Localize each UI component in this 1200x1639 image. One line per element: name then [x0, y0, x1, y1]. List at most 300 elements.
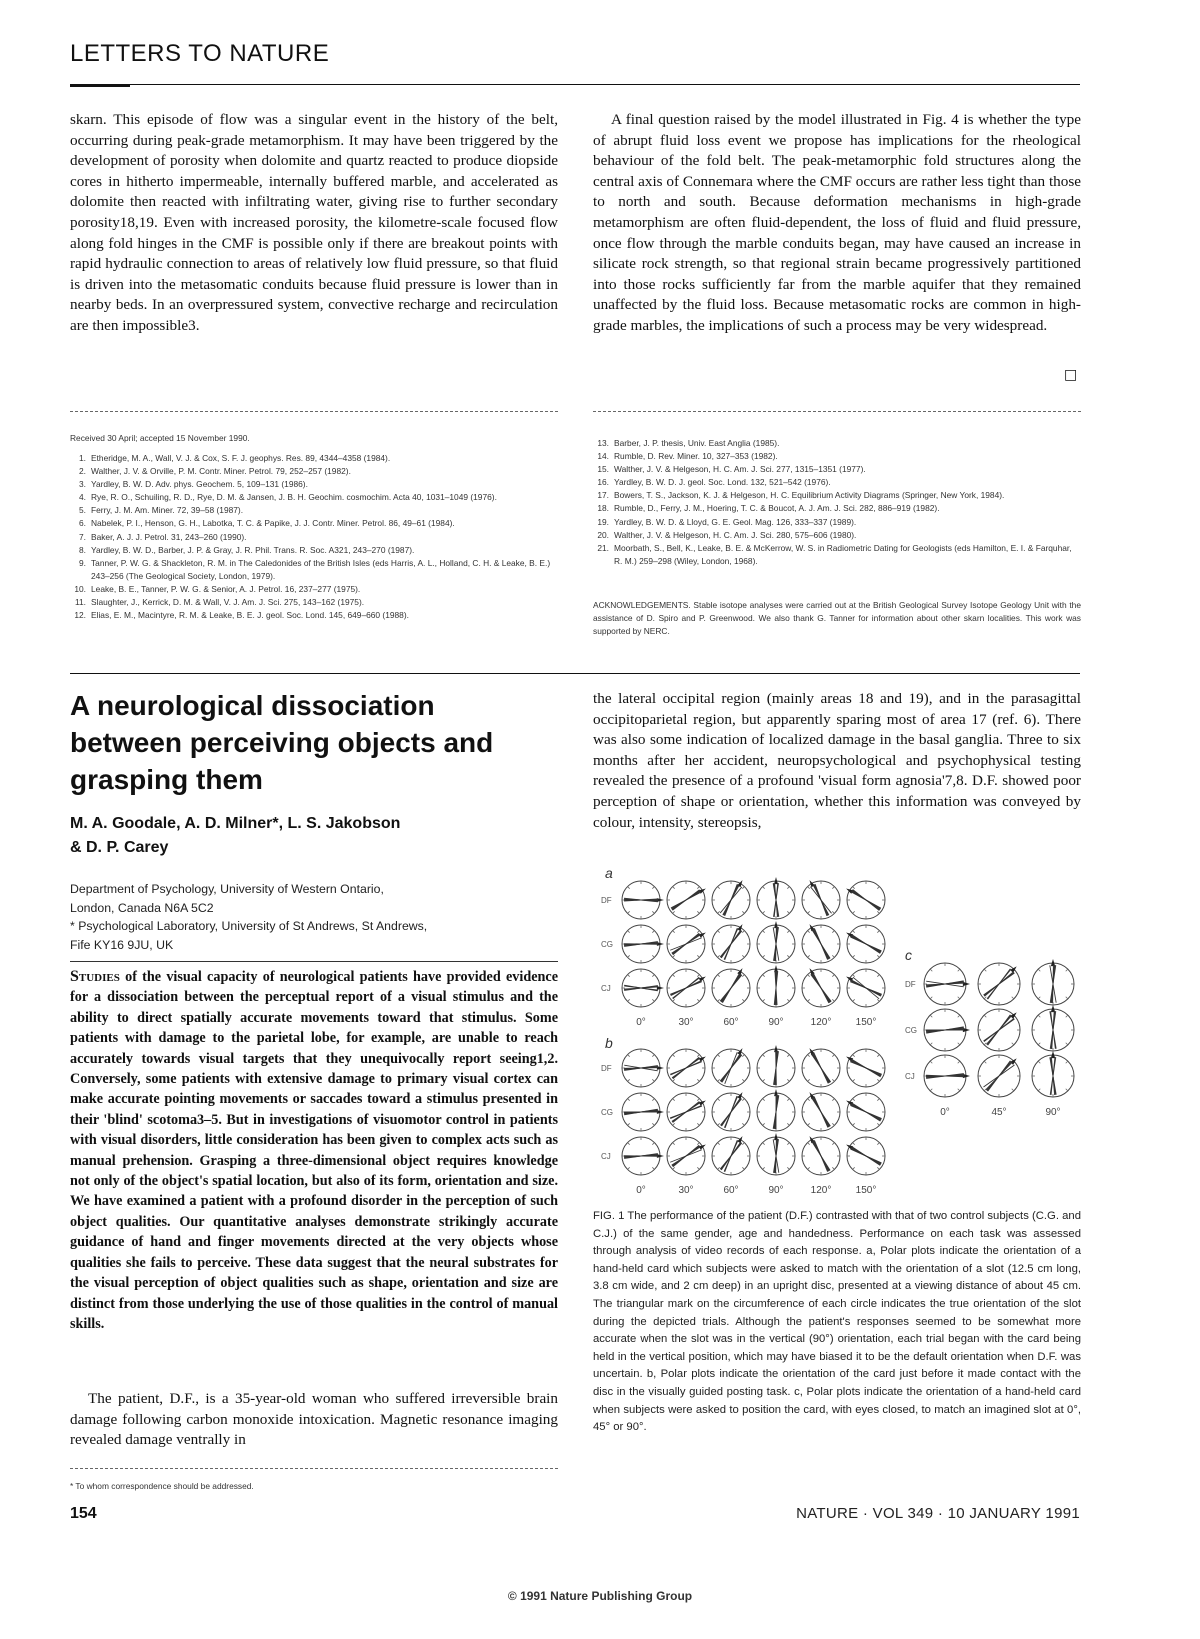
polar-tick	[877, 931, 879, 933]
copyright: © 1991 Nature Publishing Group	[507, 1589, 693, 1603]
reference-number: 4.	[79, 492, 86, 503]
polar-tick	[742, 955, 744, 957]
polar-tick	[853, 887, 855, 889]
row-label: CJ	[601, 1152, 611, 1161]
polar-tick	[628, 931, 630, 933]
polar-tick	[808, 1123, 810, 1125]
polar-tick	[853, 1099, 855, 1101]
paragraph: the lateral occipital region (mainly areas 18 and 19), and in the parasagittal occipitoparietal region, but apparently sparing most of area 17 (ref. 6). There was also some indication of localized damage in the basal ganglia. Three to six months after her accident, neuropsychological and psychophysical testing revealed the presence of a profound 'visual form agnosia'7,8. D.F. showed poor perception of shape or orientation, whether this information was conveyed by colour, intensity, stereopsis,	[593, 690, 1081, 831]
polar-tick	[853, 1167, 855, 1169]
authors-line-1: M. A. Goodale, A. D. Milner*, L. S. Jakobson	[70, 815, 401, 832]
polar-tick	[697, 975, 699, 977]
polar-tick	[763, 1055, 765, 1057]
reference-number: 13.	[597, 438, 609, 448]
polar-tick	[877, 999, 879, 1001]
polar-tick	[673, 887, 675, 889]
reference-text: Walther, J. V. & Orville, P. M. Contr. Miner. Petrol. 79, 252–257 (1982).	[91, 466, 351, 477]
polar-tick	[1012, 1089, 1014, 1091]
reference-number: 12.	[74, 610, 86, 621]
response-line	[723, 973, 740, 1002]
polar-tick	[853, 931, 855, 933]
polar-tick	[958, 969, 960, 971]
polar-tick	[628, 975, 630, 977]
reference-number: 15.	[597, 464, 609, 475]
polar-tick	[787, 887, 789, 889]
polar-tick	[718, 1099, 720, 1101]
polar-tick	[652, 975, 654, 977]
polar-tick	[718, 999, 720, 1001]
polar-tick	[718, 1167, 720, 1169]
tick-label: 90°	[768, 1017, 784, 1028]
journal-citation: NATURE · VOL 349 · 10 JANUARY 1991	[796, 1505, 1080, 1522]
polar-tick	[718, 1055, 720, 1057]
polar-tick	[697, 955, 699, 957]
polar-tick	[697, 931, 699, 933]
tick-label: 0°	[636, 1017, 646, 1028]
panel-label-c: c	[905, 947, 912, 963]
polar-tick	[652, 1079, 654, 1081]
reference-item	[70, 478, 558, 491]
polar-tick	[787, 1123, 789, 1125]
polar-tick	[958, 997, 960, 999]
reference-number: 5.	[79, 505, 86, 516]
polar-tick	[877, 1099, 879, 1101]
row-label: CG	[601, 1108, 613, 1117]
polar-tick	[877, 955, 879, 957]
polar-tick	[853, 1123, 855, 1125]
row-label: CJ	[905, 1072, 915, 1081]
polar-tick	[877, 975, 879, 977]
polar-tick	[718, 1079, 720, 1081]
reference-number: 3.	[79, 479, 86, 490]
polar-tick	[673, 1143, 675, 1145]
tick-label: 60°	[723, 1017, 739, 1028]
response-line	[670, 1061, 701, 1075]
reference-number: 14.	[597, 451, 609, 462]
paragraph: skarn. This episode of flow was a singular event in the history of the belt, occurring during peak-grade metamorphism. It may have been triggered by the development of porosity when dolomite and quartz reacted to produce diopside cores in hitherto impermeable, internally buffered marble, and accelerated as dolomite then reacted with infiltrating water, giving rise to further secondary porosity18,19. Even with increased porosity, the kilometre-scale focused flow along fold hinges in the CMF is possible only if there are breakout points with rapid hydraulic connection to areas of relatively low fluid pressure, so that fluid is driven into the metasomatic conduits because fluid pressure is lower than in nearby beds. In an overpressured system, convective recharge and recirculation are then impossible3.	[70, 111, 558, 334]
body-text-left	[70, 1389, 558, 1451]
affiliation-line: London, Canada N6A 5C2	[70, 900, 214, 915]
paragraph: The patient, D.F., is a 35-year-old woman who suffered irreversible brain damage following carbon monoxide intoxication. Magnetic resonance imaging revealed damage ventrally in	[70, 1390, 558, 1449]
polar-tick	[718, 975, 720, 977]
row-label: CJ	[601, 984, 611, 993]
polar-tick	[832, 999, 834, 1001]
polar-tick	[673, 1123, 675, 1125]
polar-tick	[1038, 997, 1040, 999]
polar-tick	[808, 1099, 810, 1101]
polar-tick	[787, 911, 789, 913]
polar-tick	[742, 975, 744, 977]
polar-tick	[1038, 1043, 1040, 1045]
response-line	[721, 930, 740, 958]
polar-tick	[742, 1167, 744, 1169]
reference-number: 8.	[79, 544, 86, 555]
polar-tick	[763, 1143, 765, 1145]
response-line	[721, 1142, 740, 1170]
polar-tick	[787, 1167, 789, 1169]
polar-tick	[877, 911, 879, 913]
tick-label: 30°	[678, 1017, 694, 1028]
polar-tick	[832, 1123, 834, 1125]
response-line	[671, 980, 701, 995]
polar-tick	[628, 887, 630, 889]
polar-tick	[673, 911, 675, 913]
panel-label-a: a	[605, 865, 613, 881]
polar-tick	[1066, 1043, 1068, 1045]
polar-tick	[832, 1143, 834, 1145]
response-line	[1052, 1011, 1054, 1049]
reference-text: Rumble, D. Rev. Miner. 10, 327–353 (1982).	[614, 451, 778, 462]
body-text-right	[593, 689, 1081, 833]
polar-tick	[958, 1015, 960, 1017]
polar-tick	[877, 1055, 879, 1057]
polar-tick	[984, 997, 986, 999]
polar-tick	[742, 999, 744, 1001]
polar-tick	[697, 1123, 699, 1125]
polar-tick	[697, 1167, 699, 1169]
affiliation-line: Fife KY16 9JU, UK	[70, 937, 174, 952]
response-line	[720, 887, 742, 913]
polar-tick	[718, 887, 720, 889]
reference-number: 6.	[79, 518, 86, 529]
response-line	[851, 892, 881, 908]
polar-tick	[718, 1143, 720, 1145]
polar-tick	[652, 999, 654, 1001]
polar-tick	[832, 1099, 834, 1101]
tick-label: 120°	[810, 1017, 832, 1028]
polar-tick	[984, 969, 986, 971]
reference-text: Yardley, B. W. D. J. geol. Soc. Lond. 132, 521–542 (1976).	[614, 477, 831, 488]
reference-item	[70, 517, 558, 530]
reference-text: Leake, B. E., Tanner, P. W. G. & Senior, A. J. Petrol. 16, 237–277 (1975).	[91, 583, 361, 594]
end-mark: □	[1064, 367, 1078, 383]
polar-tick	[853, 975, 855, 977]
response-line	[672, 890, 699, 911]
polar-tick	[628, 911, 630, 913]
polar-tick	[652, 1099, 654, 1101]
reference-text: Nabelek, P. I., Henson, G. H., Labotka, T. C. & Papike, J. J. Contr. Miner. Petrol. 86, 49–61 (1984).	[91, 518, 455, 529]
polar-tick	[718, 911, 720, 913]
polar-tick	[853, 911, 855, 913]
polar-tick	[763, 955, 765, 957]
target-orientation-marker	[737, 1136, 742, 1143]
row-label: CG	[905, 1026, 917, 1035]
response-line	[984, 1065, 1015, 1087]
polar-tick	[673, 975, 675, 977]
polar-tick	[787, 1079, 789, 1081]
reference-item	[593, 437, 1081, 450]
tick-label: 45°	[991, 1107, 1007, 1118]
reference-item	[70, 609, 558, 622]
polar-tick	[787, 1099, 789, 1101]
response-line	[812, 1098, 831, 1126]
running-header: LETTERS TO NATURE	[70, 40, 330, 67]
reference-number: 18.	[597, 503, 609, 514]
reference-text: Walther, J. V. & Helgeson, H. C. Am. J. Sci. 280, 575–606 (1980).	[614, 529, 857, 540]
reference-number: 7.	[79, 531, 86, 542]
response-line	[1053, 965, 1054, 1003]
article-title: A neurological dissociation between perceiving objects and grasping them	[70, 690, 494, 795]
polar-tick	[958, 1089, 960, 1091]
polar-tick	[673, 955, 675, 957]
polar-tick	[853, 1055, 855, 1057]
polar-tick	[718, 931, 720, 933]
polar-tick	[808, 999, 810, 1001]
polar-tick	[652, 1055, 654, 1057]
reference-number: 1.	[79, 453, 86, 463]
polar-tick	[787, 1055, 789, 1057]
polar-tick	[832, 1167, 834, 1169]
polar-tick	[787, 999, 789, 1001]
reference-item	[70, 531, 558, 544]
polar-tick	[832, 931, 834, 933]
response-line	[722, 1098, 741, 1126]
response-line	[776, 1139, 777, 1173]
tick-label: 120°	[810, 1185, 832, 1196]
response-line	[813, 885, 829, 915]
polar-tick	[742, 1123, 744, 1125]
polar-tick	[718, 955, 720, 957]
polar-tick	[853, 955, 855, 957]
polar-tick	[628, 1167, 630, 1169]
polar-tick	[763, 999, 765, 1001]
reference-item	[593, 529, 1081, 542]
polar-tick	[787, 1143, 789, 1145]
polar-tick	[742, 1079, 744, 1081]
polar-tick	[652, 887, 654, 889]
reference-item	[70, 544, 558, 557]
polar-tick	[853, 999, 855, 1001]
reference-number: 9.	[79, 557, 86, 568]
polar-tick	[742, 887, 744, 889]
polar-tick	[628, 1123, 630, 1125]
polar-tick	[628, 1055, 630, 1057]
polar-tick	[877, 1167, 879, 1169]
polar-tick	[697, 911, 699, 913]
polar-tick	[853, 1143, 855, 1145]
figure-polar-plots	[593, 860, 1081, 1200]
polar-tick	[652, 955, 654, 957]
reference-item	[593, 516, 1081, 529]
reference-number: 21.	[597, 542, 609, 553]
polar-tick	[673, 931, 675, 933]
polar-tick	[930, 997, 932, 999]
response-line	[850, 1149, 881, 1163]
polar-tick	[652, 1167, 654, 1169]
response-line	[811, 1054, 830, 1082]
reference-item	[70, 452, 558, 465]
reference-text: Slaughter, J., Kerrick, D. M. & Wall, V. J. Am. J. Sci. 275, 143–162 (1975).	[91, 597, 365, 608]
polar-tick	[763, 1099, 765, 1101]
reference-number: 17.	[597, 490, 609, 501]
response-line	[670, 938, 702, 951]
figure-1	[593, 860, 1081, 1200]
tick-label: 60°	[723, 1185, 739, 1196]
reference-text: Etheridge, M. A., Wall, V. J. & Cox, S. F. J. geophys. Res. 89, 4344–4358 (1984).	[91, 453, 391, 463]
polar-tick	[673, 1099, 675, 1101]
response-line	[850, 937, 881, 951]
response-line	[984, 972, 1013, 997]
polar-tick	[1066, 969, 1068, 971]
previous-article-text-left	[70, 110, 558, 337]
target-orientation-marker	[737, 924, 742, 931]
target-orientation-marker	[699, 1057, 706, 1062]
affiliation-line: * Psychological Laboratory, University of St Andrews, St Andrews,	[70, 919, 428, 933]
references-divider-right	[593, 411, 1081, 412]
reference-item	[593, 476, 1081, 489]
polar-tick	[628, 1079, 630, 1081]
polar-tick	[930, 1061, 932, 1063]
reference-item	[70, 504, 558, 517]
page-number: 154	[70, 1505, 97, 1522]
reference-item	[70, 596, 558, 609]
response-line	[670, 1150, 702, 1163]
polar-tick	[763, 931, 765, 933]
reference-number: 2.	[79, 466, 86, 477]
polar-tick	[958, 1061, 960, 1063]
panel-label-b: b	[605, 1035, 613, 1051]
polar-tick	[808, 975, 810, 977]
polar-tick	[673, 1079, 675, 1081]
polar-tick	[832, 1079, 834, 1081]
polar-tick	[652, 1123, 654, 1125]
row-label: DF	[601, 896, 612, 905]
reference-item	[70, 465, 558, 478]
response-line	[722, 1054, 740, 1083]
response-line	[812, 1142, 830, 1171]
reference-item	[593, 463, 1081, 476]
reference-item	[70, 557, 558, 583]
tick-label: 90°	[768, 1185, 784, 1196]
response-line	[853, 977, 879, 999]
polar-tick	[697, 1055, 699, 1057]
acknowledgements: ACKNOWLEDGEMENTS. Stable isotope analyses were carried out at the British Geological Survey Isotope Geology Unit with the assistance of D. Spiro and P. Greenwood. We also thank G. Tanner for information about other skarn localities. This work was supported by NERC.	[593, 600, 1081, 637]
polar-tick	[853, 1079, 855, 1081]
polar-tick	[652, 911, 654, 913]
response-line	[776, 927, 777, 961]
reference-text: Yardley, B. W. D. Adv. phys. Geochem. 5, 109–131 (1986).	[91, 479, 308, 490]
reference-number: 10.	[74, 583, 86, 594]
affiliation-line: Department of Psychology, University of Western Ontario,	[70, 882, 384, 896]
polar-tick	[930, 1089, 932, 1091]
abstract	[70, 967, 558, 1334]
polar-tick	[832, 887, 834, 889]
polar-tick	[832, 1055, 834, 1057]
polar-tick	[808, 911, 810, 913]
previous-article-text-right	[593, 110, 1081, 337]
reference-item	[593, 542, 1081, 568]
polar-tick	[787, 975, 789, 977]
abstract-text: of the visual capacity of neurological patients have provided evidence for a dissociation between the perceptual report of a visual stimulus and the ability to direct spatially accurate movements toward that stimulus. Some patients with damage to the parietal lobe, for example, are unable to reach accurately towards visual targets that they unequivocally report seeing1,2. Conversely, some patients with extensive damage to primary visual cortex can make accurate pointing movements or saccades toward a stimulus presented in their 'blind' scotoma3–5. But in investigations of visuomotor control in patients with visual disorders, little consideration has been given to complex acts such as manual prehension. Grasping a three-dimensional object requires knowledge not only of the object's spatial location, but also of its form, orientation and size. We have examined a patient with a profound disorder in the perception of such object qualities. Our quantitative analyses demonstrate strikingly accurate guidance of hand and finger movements directed at the very objects whose qualities she fails to perceive. These data suggest that the neural substrates for the visual perception of object qualities such as shape, orientation and size are distinct from those underlying the use of those qualities in the control of manual skills.	[70, 969, 558, 1332]
polar-tick	[1012, 1043, 1014, 1045]
reference-text: Yardley, B. W. D., Barber, J. P. & Gray, J. R. Phil. Trans. R. Soc. A321, 243–270 (1987).	[91, 544, 415, 555]
reference-text: Moorbath, S., Bell, K., Leake, B. E. & McKerrow, W. S. in Radiometric Dating for Geologists (eds Hamilton, E. I. & Farquhar, R. M.) 259–298 (Wiley, London, 1968).	[614, 542, 1072, 566]
response-line	[811, 974, 832, 1001]
reference-text: Tanner, P. W. G. & Shackleton, R. M. in The Caledonides of the British Isles (eds Harris, A. L., Holland, C. H. & Leake, B. E.) 243–256 (The Geological Society, London, 1979).	[91, 557, 551, 581]
polar-tick	[832, 955, 834, 957]
abstract-lead: Studies	[70, 968, 120, 985]
reference-text: Baker, A. J. J. Petrol. 31, 243–260 (1990).	[91, 531, 247, 542]
reference-text: Rye, R. O., Schuiling, R. D., Rye, D. M. & Jansen, J. B. H. Geochim. cosmochim. Acta 40, 1031–1049 (1976).	[91, 492, 497, 503]
polar-tick	[763, 911, 765, 913]
polar-tick	[958, 1043, 960, 1045]
polar-tick	[1066, 997, 1068, 999]
polar-tick	[763, 1167, 765, 1169]
footnote-divider	[70, 1468, 558, 1469]
polar-tick	[808, 1079, 810, 1081]
polar-tick	[984, 1061, 986, 1063]
polar-tick	[673, 999, 675, 1001]
polar-tick	[718, 1123, 720, 1125]
received-date: Received 30 April; accepted 15 November 1990.	[70, 433, 250, 443]
reference-text: Elias, E. M., Macintyre, R. M. & Leake, B. E. J. geol. Soc. Lond. 145, 649–660 (1988).	[91, 610, 409, 621]
reference-item	[593, 489, 1081, 502]
polar-tick	[984, 1015, 986, 1017]
polar-tick	[808, 1167, 810, 1169]
polar-tick	[1066, 1061, 1068, 1063]
polar-tick	[652, 1143, 654, 1145]
affiliation-rule	[70, 961, 558, 962]
affiliation	[70, 880, 427, 954]
polar-tick	[628, 999, 630, 1001]
tick-label: 0°	[636, 1185, 646, 1196]
authors-line-2: & D. P. Carey	[70, 839, 169, 856]
response-line	[850, 1105, 881, 1118]
figure-caption: FIG. 1 The performance of the patient (D.F.) contrasted with that of two control subjects (C.G. and C.J.) of the same gender, age and handedness. Performance on each task was assessed through analysis of video records of each response. a, Polar plots indicate the orientation of a hand-held card which subjects were asked to match with the orientation of a slot (12.5 cm long, 3.8 cm wide, and 2 cm deep) in an upright disc, presented at a viewing distance of about 45 cm. The triangular mark on the circumference of each circle indicates the true orientation of the slot during the depicted trials. Although the patient's responses seemed to be somewhat more accurate when the slot was in the vertical (90°) orientation, each trial began with the card being held in the vertical position, which may have biased it to be the default orientation when D.F. was uncertain. b, Polar plots indicate the orientation of the card just before it made contact with the disc in the visually guided posting task. c, Polar plots indicate the orientation of a hand-held card when subjects were asked to position the card, with eyes closed, to match an imagined slot at 0°, 45° or 90°.	[593, 1210, 1081, 1434]
response-line	[850, 1062, 882, 1075]
polar-tick	[763, 975, 765, 977]
reference-item	[593, 502, 1081, 515]
polar-tick	[877, 1143, 879, 1145]
response-line	[984, 1018, 1014, 1041]
reference-text: Ferry, J. M. Am. Miner. 72, 39–58 (1987).	[91, 505, 244, 516]
polar-tick	[808, 887, 810, 889]
reference-number: 16.	[597, 477, 609, 488]
footnote: * To whom correspondence should be addressed.	[70, 1481, 254, 1491]
reference-item	[593, 450, 1081, 463]
response-line	[812, 930, 830, 959]
polar-tick	[877, 1123, 879, 1125]
header-rule	[70, 84, 1080, 85]
polar-tick	[832, 911, 834, 913]
tick-label: 30°	[678, 1185, 694, 1196]
tick-label: 150°	[855, 1017, 877, 1028]
polar-tick	[763, 887, 765, 889]
polar-tick	[1038, 1015, 1040, 1017]
header-rule-short	[70, 84, 130, 87]
reference-text: Bowers, T. S., Jackson, K. J. & Helgeson, H. C. Equilibrium Activity Diagrams (Springer, New York, 1984).	[614, 490, 1005, 501]
polar-tick	[808, 1143, 810, 1145]
reference-number: 11.	[74, 597, 86, 608]
reference-number: 19.	[597, 516, 609, 527]
polar-tick	[742, 1055, 744, 1057]
polar-tick	[742, 1143, 744, 1145]
row-label: DF	[601, 1064, 612, 1073]
polar-tick	[1066, 1089, 1068, 1091]
polar-tick	[763, 1079, 765, 1081]
references-left	[70, 452, 558, 622]
polar-tick	[697, 887, 699, 889]
polar-tick	[628, 1099, 630, 1101]
tick-label: 90°	[1045, 1107, 1061, 1118]
references-right	[593, 437, 1081, 568]
polar-tick	[930, 1015, 932, 1017]
polar-tick	[697, 1143, 699, 1145]
tick-label: 150°	[855, 1185, 877, 1196]
polar-tick	[742, 931, 744, 933]
polar-tick	[1012, 997, 1014, 999]
polar-tick	[673, 1167, 675, 1169]
